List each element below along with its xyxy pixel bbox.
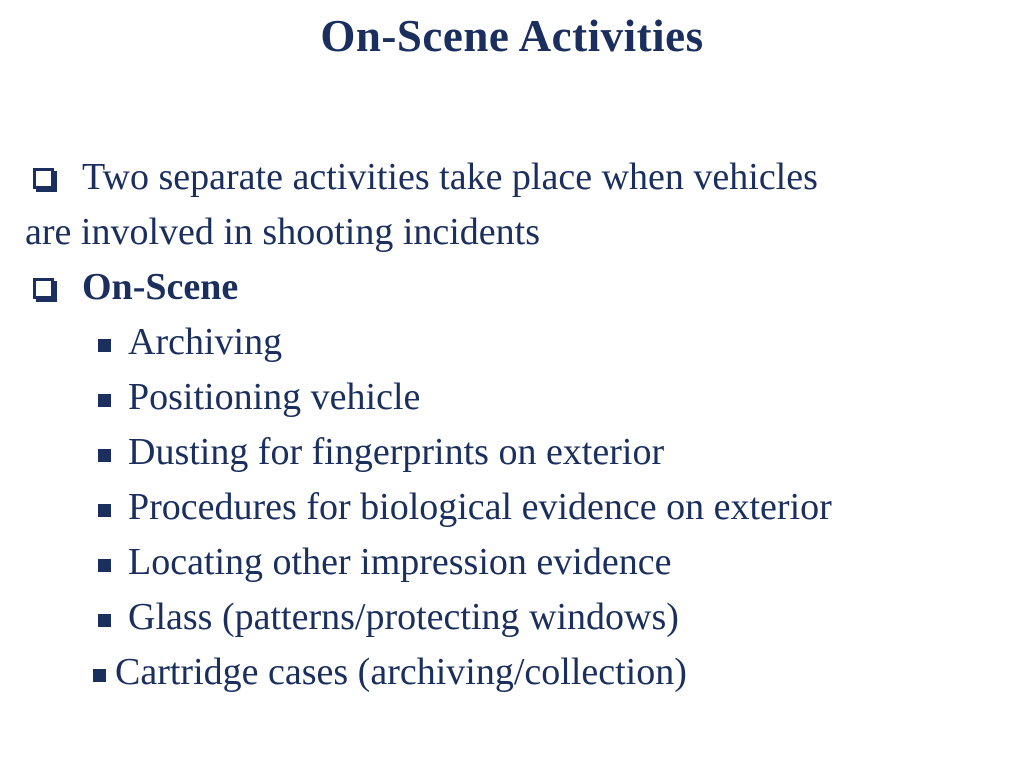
slide-title: On-Scene Activities: [320, 11, 704, 61]
small-square-bullet-icon: [98, 504, 111, 517]
sub-bullet-item-text: Locating other impression evidence: [128, 541, 672, 583]
small-square-bullet-icon: [98, 394, 111, 407]
small-square-bullet-icon: [98, 339, 111, 352]
bullet-item-continuation: [25, 205, 1015, 260]
bullet-item: [25, 260, 1015, 315]
sub-bullet-item: [25, 645, 1015, 700]
shadowed-square-bullet-icon: [33, 168, 54, 189]
sub-bullet-item: [25, 535, 1015, 590]
slide-body: [25, 150, 1015, 700]
small-square-bullet-icon: [98, 559, 111, 572]
sub-bullet-item-text: Positioning vehicle: [128, 376, 421, 418]
sub-bullet-item-text: Procedures for biological evidence on exterior: [128, 486, 832, 528]
small-square-bullet-icon: [98, 614, 111, 627]
sub-bullet-item: [25, 315, 1015, 370]
bullet-item-text: Two separate activities take place when vehicles: [82, 156, 818, 198]
sub-bullet-item-text: Cartridge cases (archiving/collection): [115, 651, 687, 693]
bullet-item-text: are involved in shooting incidents: [25, 211, 541, 253]
sub-bullet-item: [25, 590, 1015, 645]
small-square-bullet-icon: [93, 669, 106, 682]
shadowed-square-bullet-icon: [33, 278, 54, 299]
sub-bullet-item-text: Archiving: [128, 321, 283, 363]
bullet-item: [25, 150, 1015, 205]
bullet-item-text: On-Scene: [82, 266, 239, 308]
sub-bullet-item-text: Dusting for fingerprints on exterior: [128, 431, 665, 473]
sub-bullet-item: [25, 425, 1015, 480]
sub-bullet-item: [25, 370, 1015, 425]
sub-bullet-item: [25, 480, 1015, 535]
sub-bullet-item-text: Glass (patterns/protecting windows): [128, 596, 679, 638]
small-square-bullet-icon: [98, 449, 111, 462]
